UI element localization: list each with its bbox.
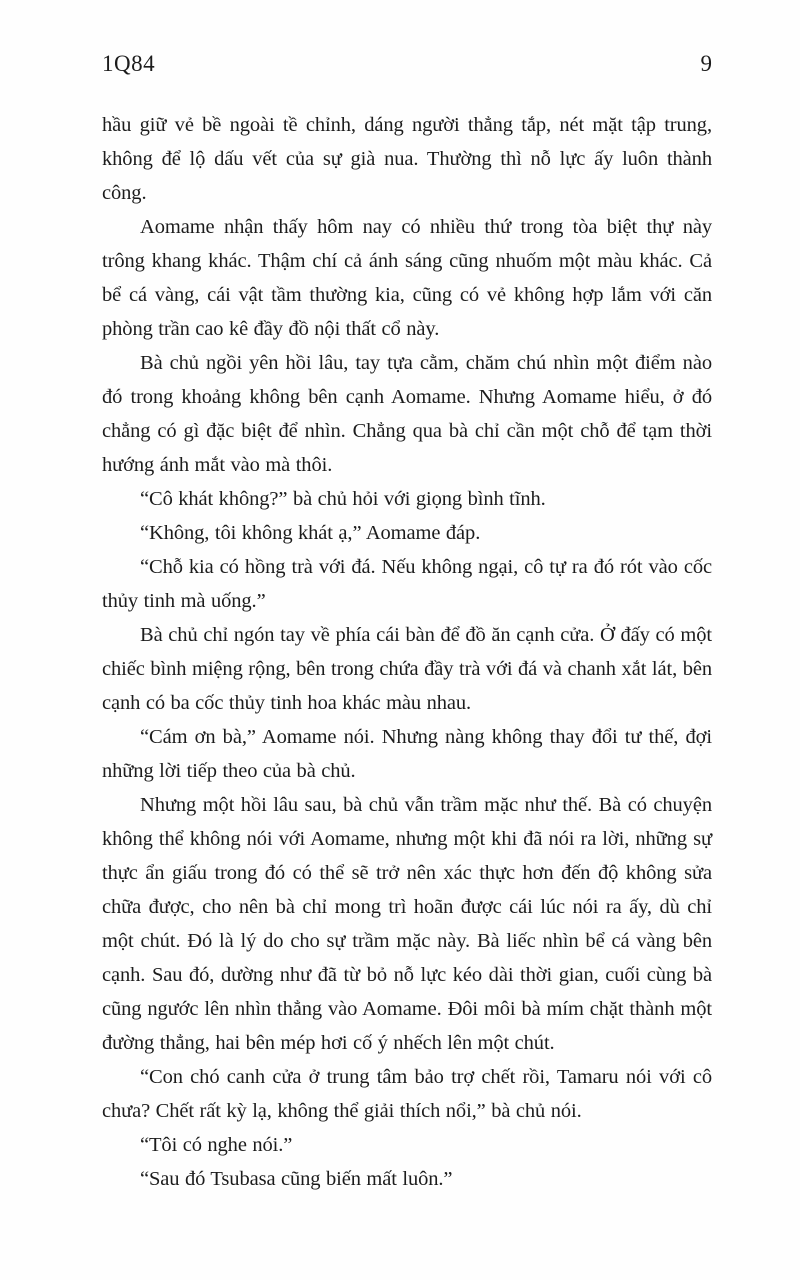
- paragraph: Nhưng một hồi lâu sau, bà chủ vẫn trầm mặc như thế. Bà có chuyện không thể không nói với Aomame, nhưng một khi đã nói ra lời, những sự thực ẩn giấu trong đó có thể sẽ trở nên xác thực hơn đến độ không sửa chữa được, cho nên bà chỉ mong trì hoãn được cái lúc nói ra ấy, dù chỉ một chút. Đó là lý do cho sự trầm mặc này. Bà liếc nhìn bể cá vàng bên cạnh. Sau đó, dường như đã từ bỏ nỗ lực kéo dài thời gian, cuối cùng bà cũng ngước lên nhìn thẳng vào Aomame. Đôi môi bà mím chặt thành một đường thẳng, hai bên mép hơi cố ý nhếch lên một chút.: [102, 794, 712, 1054]
- paragraph: “Sau đó Tsubasa cũng biến mất luôn.”: [140, 1168, 453, 1190]
- paragraph: hầu giữ vẻ bề ngoài tề chỉnh, dáng người thẳng tắp, nét mặt tập trung, không để lộ dấu vết của sự già nua. Thường thì nỗ lực ấy luôn thành công.: [102, 114, 712, 204]
- paragraph: “Tôi có nghe nói.”: [140, 1134, 293, 1156]
- paragraph: “Cám ơn bà,” Aomame nói. Nhưng nàng không thay đổi tư thế, đợi những lời tiếp theo của bà chủ.: [102, 726, 712, 782]
- paragraph: “Không, tôi không khát ạ,” Aomame đáp.: [140, 522, 481, 544]
- paragraph: Aomame nhận thấy hôm nay có nhiều thứ trong tòa biệt thự này trông khang khác. Thậm chí cả ánh sáng cũng nhuốm một màu khác. Cả bể cá vàng, cái vật tầm thường kia, cũng có vẻ không hợp lắm với căn phòng trần cao kê đầy đồ nội thất cổ này.: [102, 216, 712, 340]
- paragraph: Bà chủ ngồi yên hồi lâu, tay tựa cằm, chăm chú nhìn một điểm nào đó trong khoảng không bên cạnh Aomame. Nhưng Aomame hiểu, ở đó chẳng có gì đặc biệt để nhìn. Chẳng qua bà chỉ cần một chỗ để tạm thời hướng ánh mắt vào mà thôi.: [102, 352, 712, 476]
- paragraph: Bà chủ chỉ ngón tay về phía cái bàn để đồ ăn cạnh cửa. Ở đấy có một chiếc bình miệng rộng, bên trong chứa đầy trà với đá và chanh xắt lát, bên cạnh có ba cốc thủy tinh hoa khác màu nhau.: [102, 624, 712, 714]
- paragraph: “Con chó canh cửa ở trung tâm bảo trợ chết rồi, Tamaru nói với cô chưa? Chết rất kỳ lạ, không thể giải thích nổi,” bà chủ nói.: [102, 1066, 712, 1122]
- running-title: 1Q84: [102, 51, 156, 76]
- paragraph: “Cô khát không?” bà chủ hỏi với giọng bình tĩnh.: [140, 488, 546, 510]
- page-number: 9: [700, 51, 712, 76]
- page-body: [102, 108, 712, 1196]
- paragraph: “Chỗ kia có hồng trà với đá. Nếu không ngại, cô tự ra đó rót vào cốc thủy tinh mà uống.”: [102, 556, 712, 612]
- running-header: [102, 50, 712, 78]
